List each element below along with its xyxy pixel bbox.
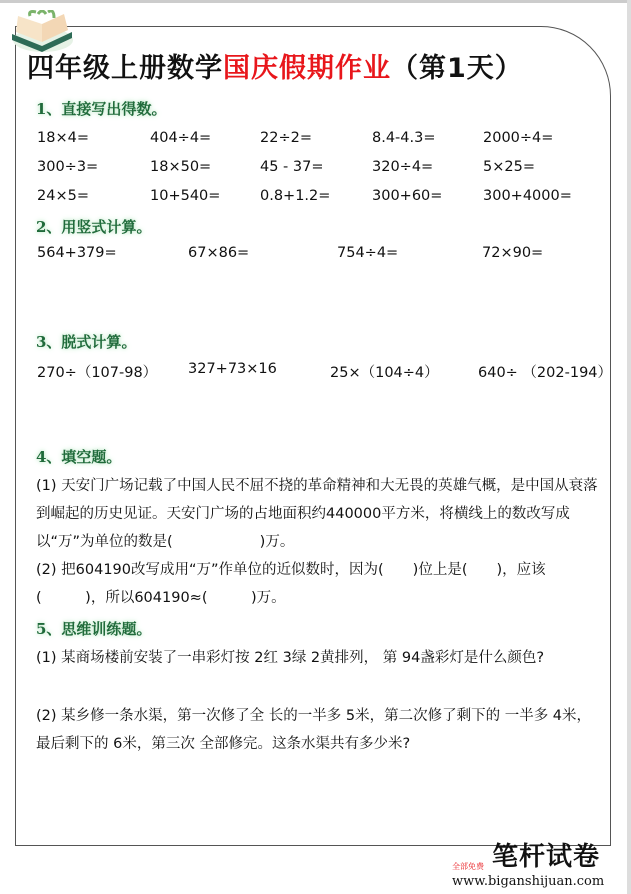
problem: 10+540= — [150, 188, 221, 204]
question-paragraph: (1) 某商场楼前安装了一串彩灯按 2红 3绿 2黄排列， 第 94盏彩灯是什么颜色? — [36, 650, 545, 666]
problem: 754÷4= — [337, 245, 399, 261]
section-heading: 4、填空题。 — [36, 448, 122, 466]
problem: 72×90= — [482, 245, 544, 261]
problem: 25×（104÷4） — [330, 365, 439, 381]
problem: 404÷4= — [150, 130, 212, 146]
title-black: 四年级上册数学 — [27, 53, 223, 84]
problem: 45 - 37= — [260, 159, 324, 175]
section-heading: 2、用竖式计算。 — [36, 218, 152, 236]
problem: 22÷2= — [260, 130, 312, 146]
title-red: 国庆假期作业 — [223, 53, 391, 84]
problem: 300+4000= — [483, 188, 572, 204]
problem: 300÷3= — [37, 159, 99, 175]
right-border — [627, 0, 631, 894]
brand-url[interactable]: www.biganshijuan.com — [452, 874, 605, 889]
question-paragraph: (1) 天安门广场记载了中国人民不屈不挠的革命精神和大无畏的英雄气概，是中国从衰落到崛起的历史见证。天安门广场的占地面积约440000平方米，将横线上的数改写成以“万”为单位的数是( )万。 — [36, 478, 598, 550]
problem: 270÷（107-98） — [37, 365, 158, 381]
problem: 0.8+1.2= — [260, 188, 331, 204]
problem: 67×86= — [188, 245, 250, 261]
problem: 5×25= — [483, 159, 535, 175]
problem: 640÷ （202-194） — [478, 365, 613, 381]
problem: 18×50= — [150, 159, 212, 175]
problem: 327+73×16 — [188, 361, 277, 377]
problem: 8.4-4.3= — [372, 130, 436, 146]
problem: 564+379= — [37, 245, 117, 261]
section-heading: 3、脱式计算。 — [36, 333, 137, 351]
problem: 24×5= — [37, 188, 89, 204]
problem: 300+60= — [372, 188, 443, 204]
problem: 2000÷4= — [483, 130, 554, 146]
section-heading: 5、思维训练题。 — [36, 620, 152, 638]
question-paragraph: (2) 某乡修一条水渠，第一次修了全 长的一半多 5米，第二次修了剩下的 一半多 4米，最后剩下的 6米，第三次 全部修完。这条水渠共有多少米? — [36, 708, 592, 752]
page-title — [27, 46, 523, 85]
problem: 320÷4= — [372, 159, 434, 175]
title-suffix: （第1天） — [391, 53, 523, 84]
word-problems — [36, 446, 601, 758]
brand-logo: 笔杆试卷 — [492, 842, 601, 872]
section-heading: 1、直接写出得数。 — [36, 100, 167, 118]
brand-tag: 全部免费 — [452, 862, 484, 871]
question-paragraph: (2) 把604190改写成用“万”作单位的近似数时，因为( )位上是( )，应该( )，所以604190≈( )万。 — [36, 562, 546, 606]
top-border — [0, 0, 631, 3]
problem: 18×4= — [37, 130, 89, 146]
